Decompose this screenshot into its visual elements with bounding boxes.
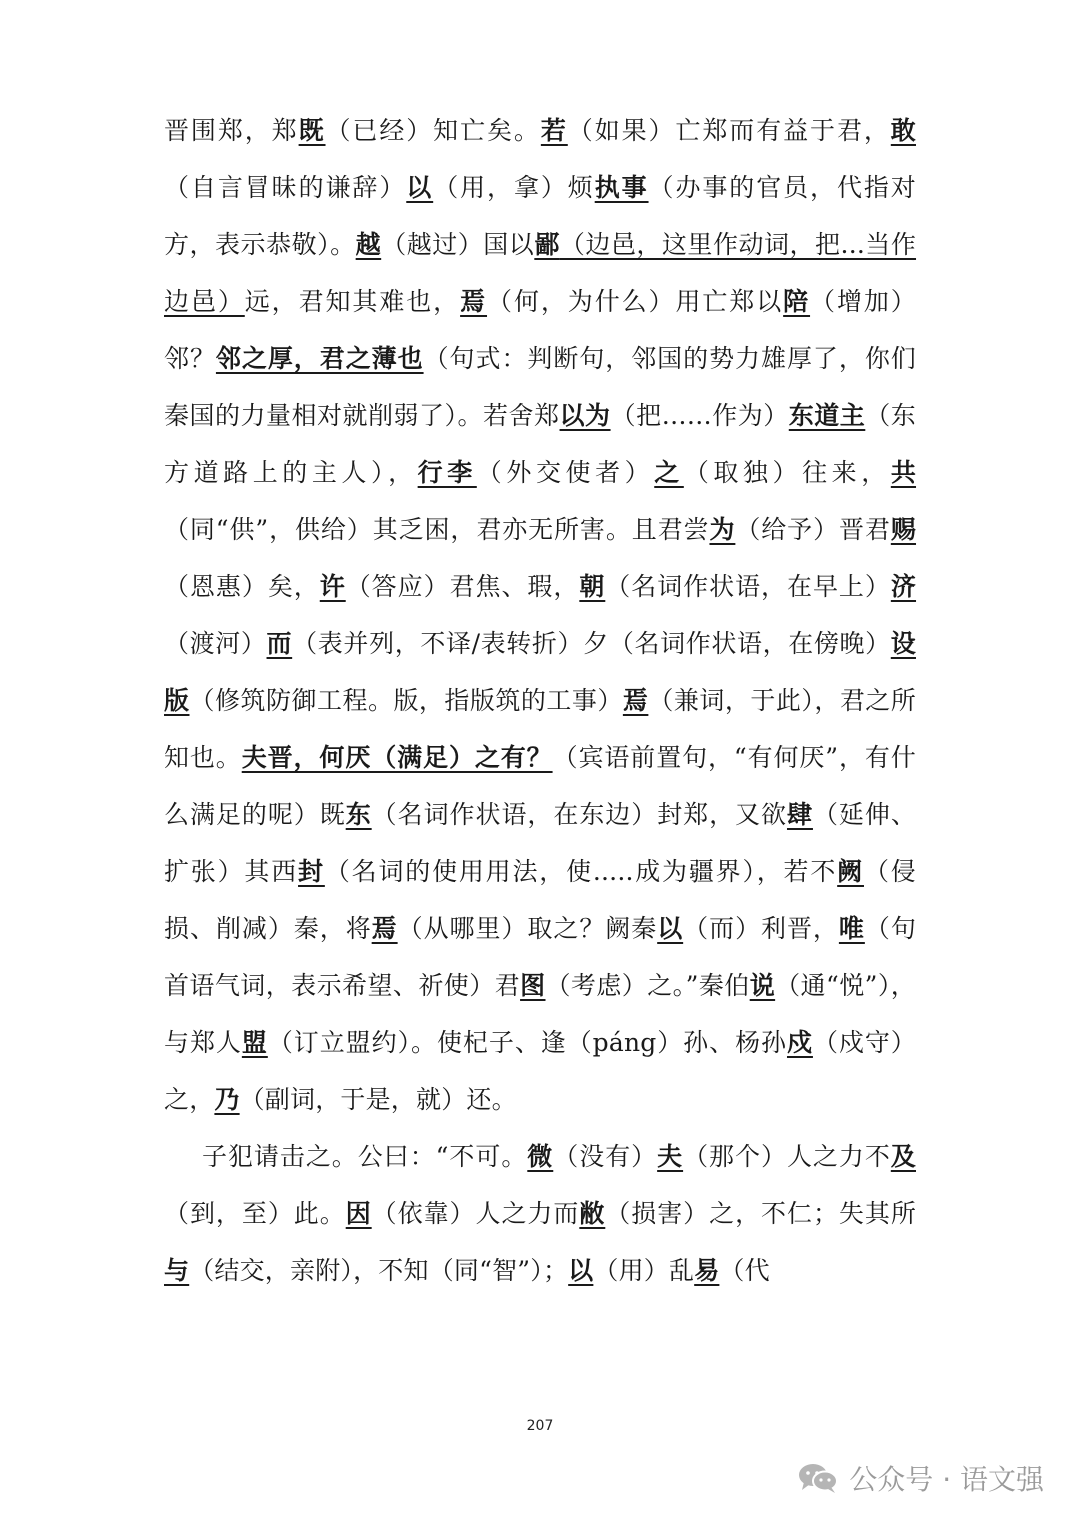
text-segment: （渡河）: [164, 629, 267, 658]
text-segment: （结交，亲附），不知（同“智”）；: [189, 1256, 569, 1285]
text-segment: （代: [719, 1256, 770, 1285]
text-segment: （句首语气词，表示希望、祈使）君: [164, 914, 917, 1000]
text-segment: （没有）: [553, 1142, 658, 1171]
text-segment: （损害）之，不仁；失其所: [605, 1199, 917, 1228]
paragraph-2: [164, 1128, 916, 1299]
text-segment: （同“供”，供给）其乏困，君亦无所害。且君尝: [164, 515, 710, 544]
annotated-term: 为: [709, 515, 736, 544]
text-segment: （取独）往来，: [683, 458, 891, 487]
text-segment: （到，至）此。: [164, 1199, 346, 1228]
annotated-term: 微: [527, 1142, 554, 1171]
annotated-term: 济: [890, 572, 917, 601]
annotated-term: 既: [298, 116, 326, 145]
text-segment: （外交使者）: [476, 458, 655, 487]
annotated-term: 以: [568, 1256, 594, 1285]
annotated-term: 盟: [241, 1028, 268, 1057]
text-segment: 远，君知其难也，: [244, 287, 461, 316]
text-segment: （修筑防御工程。版，指版筑的工事）: [189, 686, 623, 715]
text-segment: 子犯请击之。公曰：“不可。: [202, 1142, 528, 1171]
text-segment: 晋围郑，郑: [164, 116, 299, 145]
text-segment: （答应）君焦、瑕，: [345, 572, 580, 601]
annotated-term: 夫: [657, 1142, 684, 1171]
watermark: [797, 1458, 1044, 1498]
text-segment: （戍守）之，: [164, 1028, 916, 1114]
annotated-term: 敝: [579, 1199, 606, 1228]
underlined-gloss: （边邑，这里作动词，把...当作边邑）: [164, 230, 917, 316]
text-segment: （何，为什么）用亡郑以: [487, 287, 784, 316]
paragraph-1: [164, 102, 916, 1128]
text-segment: （增加）邻？: [164, 287, 916, 373]
text-segment: （订立盟约）。使杞子、逢（páng）孙、杨孙: [267, 1028, 787, 1057]
annotated-term: 因: [345, 1199, 372, 1228]
wechat-icon: [797, 1462, 839, 1494]
annotated-term: 而: [266, 629, 293, 658]
text-segment: （越过）国以: [381, 230, 535, 259]
annotated-term: 设版: [164, 629, 916, 715]
annotated-term: 之: [654, 458, 684, 487]
text-segment: （把……作为）: [610, 401, 789, 430]
text-segment: （从哪里）取之？阙秦: [397, 914, 658, 943]
page-number: 207: [526, 1418, 554, 1434]
text-segment: （名词作状语，在东边）封郑，又欲: [371, 800, 787, 829]
text-segment: （兼词，于此），君之所知也。: [164, 686, 917, 772]
annotated-term: 及: [890, 1142, 916, 1171]
text-segment: （表并列，不译/表转折）夕（名词作状语，在傍晚）: [292, 629, 891, 658]
annotated-term: 朝: [579, 572, 606, 601]
text-segment: （宾语前置句，“有何厌”，有什么满足的呢）既: [164, 743, 916, 829]
text-segment: （依靠）人之力而: [371, 1199, 580, 1228]
annotated-term: 许: [319, 572, 346, 601]
annotated-term: 易: [694, 1256, 720, 1285]
text-segment: （自言冒昧的谦辞）: [164, 173, 407, 202]
annotated-term: 说: [749, 971, 776, 1000]
annotated-term: 赐: [890, 515, 917, 544]
text-segment: （延伸、扩张）其西: [164, 800, 917, 886]
annotated-term: 鄙: [534, 230, 560, 259]
watermark-text: 公众号 · 语文强: [849, 1463, 1044, 1496]
text-segment: （而）利晋，: [683, 914, 839, 943]
annotated-term: 以为: [559, 401, 611, 430]
annotated-term: 夫晋，何厌（满足）之有？: [241, 743, 553, 772]
annotated-term: 执事: [594, 173, 649, 202]
annotated-term: 图: [520, 971, 546, 1000]
text-segment: （那个）人之力不: [683, 1142, 891, 1171]
annotated-term: 若: [540, 116, 568, 145]
annotated-term: 肆: [786, 800, 813, 829]
annotated-term: 以: [406, 173, 434, 202]
text-segment: （考虑）之。”秦伯: [545, 971, 750, 1000]
annotated-term: 陪: [783, 287, 811, 316]
text-segment: （如果）亡郑而有益于君，: [567, 116, 891, 145]
text-segment: （已经）知亡矣。: [325, 116, 541, 145]
document-body: [164, 102, 916, 1299]
annotated-term: 焉: [460, 287, 488, 316]
text-segment: （办事的官员，代指对方，表示恭敬）。: [164, 173, 917, 259]
annotated-term: 以: [657, 914, 684, 943]
annotated-term: 阙: [837, 857, 864, 886]
annotated-term: 焉: [371, 914, 398, 943]
annotated-term: 敢: [890, 116, 916, 145]
text-segment: （副词，于是，就）还。: [239, 1085, 517, 1114]
annotated-term: 封: [298, 857, 325, 886]
annotated-term: 行李: [417, 458, 477, 487]
text-segment: （句式：判断句，邻国的势力雄厚了，你们秦国的力量相对就削弱了）。若舍郑: [164, 344, 916, 430]
text-segment: （给予）晋君: [735, 515, 891, 544]
annotated-term: 唯: [838, 914, 865, 943]
text-segment: （恩惠）矣，: [164, 572, 320, 601]
annotated-term: 焉: [622, 686, 649, 715]
annotated-term: 东道主: [788, 401, 866, 430]
text-segment: （用）乱: [593, 1256, 695, 1285]
text-segment: （东方道路上的主人），: [164, 401, 916, 487]
annotated-term: 乃: [214, 1085, 240, 1114]
annotated-term: 共: [890, 458, 917, 487]
text-segment: （名词的使用用法，使.....成为疆界），若不: [324, 857, 838, 886]
annotated-term: 邻之厚，君之薄也: [215, 344, 424, 373]
text-segment: （名词作状语，在早上）: [605, 572, 891, 601]
text-segment: （侵损、削减）秦，将: [164, 857, 916, 943]
annotated-term: 与: [164, 1256, 190, 1285]
text-segment: （通“悦”），与郑人: [164, 971, 916, 1057]
annotated-term: 东: [345, 800, 372, 829]
annotated-term: 越: [355, 230, 382, 259]
annotated-term: 戍: [786, 1028, 813, 1057]
text-segment: （用，拿）烦: [433, 173, 595, 202]
